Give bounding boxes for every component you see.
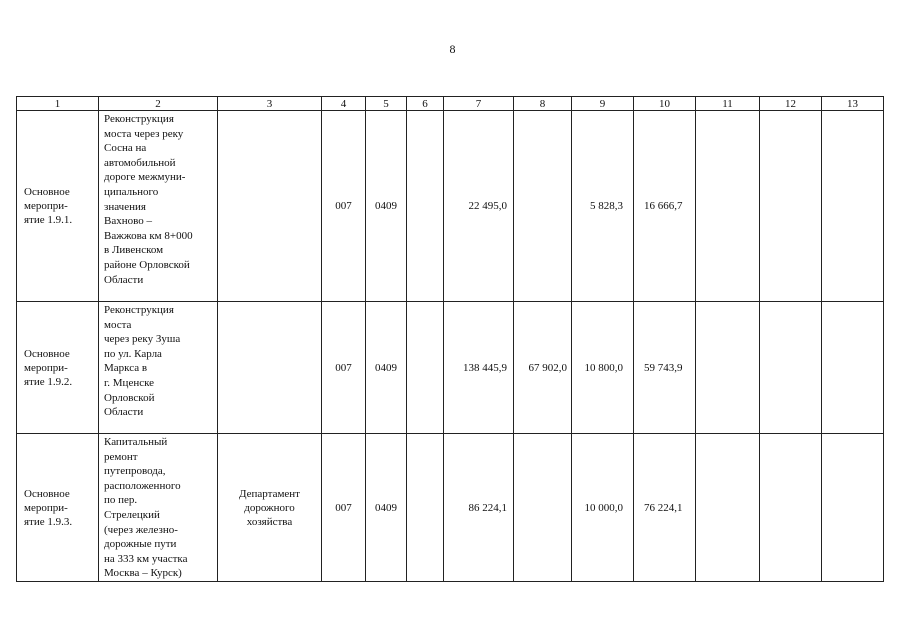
col6-cell	[407, 302, 444, 434]
department-cell-line: Департамент	[238, 487, 300, 500]
col13-cell	[822, 302, 884, 434]
col6-cell	[407, 434, 444, 582]
col8-amount-cell	[514, 111, 572, 302]
col9-amount-cell: 5 828,3	[572, 111, 634, 302]
activity-name-cell-line: Основное	[24, 347, 70, 360]
project-description-cell-line: моста	[104, 318, 132, 331]
header-row	[17, 97, 884, 111]
header-cell: 11	[696, 97, 760, 111]
project-description-cell-line: Области	[104, 273, 144, 286]
header-cell: 5	[366, 97, 407, 111]
col8-amount-cell: 67 902,0	[514, 302, 572, 434]
col11-cell	[696, 434, 760, 582]
project-description-cell	[99, 434, 218, 582]
project-description-cell-line: Области	[104, 406, 144, 419]
table-row	[17, 434, 884, 582]
project-description-cell-line: Орловской	[104, 391, 155, 404]
col10-amount-cell: 59 743,9	[634, 302, 696, 434]
project-description-cell-line: (через железно-	[104, 523, 178, 536]
col13-cell	[822, 111, 884, 302]
department-cell-line: дорожного	[244, 501, 295, 514]
activity-name-cell-line: меропри-	[24, 200, 68, 212]
activity-name-cell-line: меропри-	[24, 361, 68, 374]
header-cell: 2	[99, 97, 218, 111]
project-description-cell-line: в Ливенском	[104, 244, 164, 257]
total-amount-cell: 86 224,1	[444, 434, 514, 582]
col11-cell	[696, 111, 760, 302]
col6-cell	[407, 111, 444, 302]
total-amount-cell: 138 445,9	[444, 302, 514, 434]
activity-name-cell-line: меропри-	[24, 501, 68, 514]
header-cell: 4	[322, 97, 366, 111]
budget-table	[16, 96, 884, 582]
project-description-cell-line: дороге межмуни-	[104, 171, 186, 184]
project-description-cell-line: расположенного	[104, 479, 181, 492]
project-description-cell-line: Вахново –	[104, 215, 152, 228]
page-number: 8	[449, 42, 456, 56]
table-row	[17, 111, 884, 302]
project-description-cell-line: районе Орловской	[104, 258, 190, 271]
col9-amount-cell: 10 800,0	[572, 302, 634, 434]
project-description-cell-line: г. Мценске	[104, 376, 155, 389]
header-cell: 6	[407, 97, 444, 111]
header-cell: 8	[514, 97, 572, 111]
header-cell: 7	[444, 97, 514, 111]
col11-cell	[696, 302, 760, 434]
activity-name-cell-line: ятие 1.9.1.	[24, 214, 73, 226]
project-description-cell-line: Важжова км 8+000	[104, 229, 193, 242]
project-description-cell-line: Маркса в	[104, 362, 148, 375]
section-code-cell: 0409	[366, 434, 407, 582]
project-description-cell-line: ципального	[104, 185, 159, 198]
table-row	[17, 302, 884, 434]
activity-name-cell-line: Основное	[24, 186, 70, 198]
department-cell	[218, 434, 322, 582]
project-description-cell-line: Капитальный	[104, 436, 168, 448]
col8-amount-cell	[514, 434, 572, 582]
activity-name-cell-line: Основное	[24, 487, 70, 500]
project-description-cell-line: ремонт	[104, 450, 138, 463]
project-description-cell-line: Москва – Курск)	[104, 567, 182, 580]
section-code-cell: 0409	[366, 111, 407, 302]
header-cell: 13	[822, 97, 884, 111]
header-cell: 12	[760, 97, 822, 111]
code-cell: 007	[322, 434, 366, 582]
project-description-cell-line: Реконструкция	[104, 304, 174, 316]
code-cell: 007	[322, 302, 366, 434]
activity-name-cell	[17, 111, 99, 302]
department-cell-line: хозяйства	[246, 515, 293, 528]
col12-cell	[760, 434, 822, 582]
project-description-cell-line: на 333 км участка	[104, 552, 188, 565]
department-cell	[218, 302, 322, 434]
total-amount-cell: 22 495,0	[444, 111, 514, 302]
project-description-cell-line: по ул. Карла	[104, 347, 162, 360]
project-description-cell-line: моста через реку	[104, 127, 184, 140]
header-cell: 10	[634, 97, 696, 111]
col12-cell	[760, 302, 822, 434]
code-cell: 007	[322, 111, 366, 302]
header-cell: 1	[17, 97, 99, 111]
project-description-cell-line: значения	[104, 200, 146, 213]
project-description-cell-line: путепровода,	[104, 465, 166, 478]
project-description-cell-line: Сосна на	[104, 142, 147, 155]
project-description-cell-line: Стрелецкий	[104, 508, 160, 521]
project-description-cell-line: автомобильной	[104, 156, 176, 169]
project-description-cell-line: по пер.	[104, 494, 138, 507]
activity-name-cell-line: ятие 1.9.3.	[24, 515, 73, 528]
header-cell: 3	[218, 97, 322, 111]
section-code-cell: 0409	[366, 302, 407, 434]
col10-amount-cell: 76 224,1	[634, 434, 696, 582]
activity-name-cell	[17, 434, 99, 582]
project-description-cell-line: Реконструкция	[104, 113, 174, 125]
department-cell	[218, 111, 322, 302]
col10-amount-cell: 16 666,7	[634, 111, 696, 302]
col9-amount-cell: 10 000,0	[572, 434, 634, 582]
project-description-cell	[99, 111, 218, 302]
project-description-cell-line: через реку Зуша	[104, 333, 181, 346]
activity-name-cell	[17, 302, 99, 434]
project-description-cell-line: дорожные пути	[104, 538, 177, 551]
activity-name-cell-line: ятие 1.9.2.	[24, 375, 73, 388]
project-description-cell	[99, 302, 218, 434]
col13-cell	[822, 434, 884, 582]
col12-cell	[760, 111, 822, 302]
header-cell: 9	[572, 97, 634, 111]
